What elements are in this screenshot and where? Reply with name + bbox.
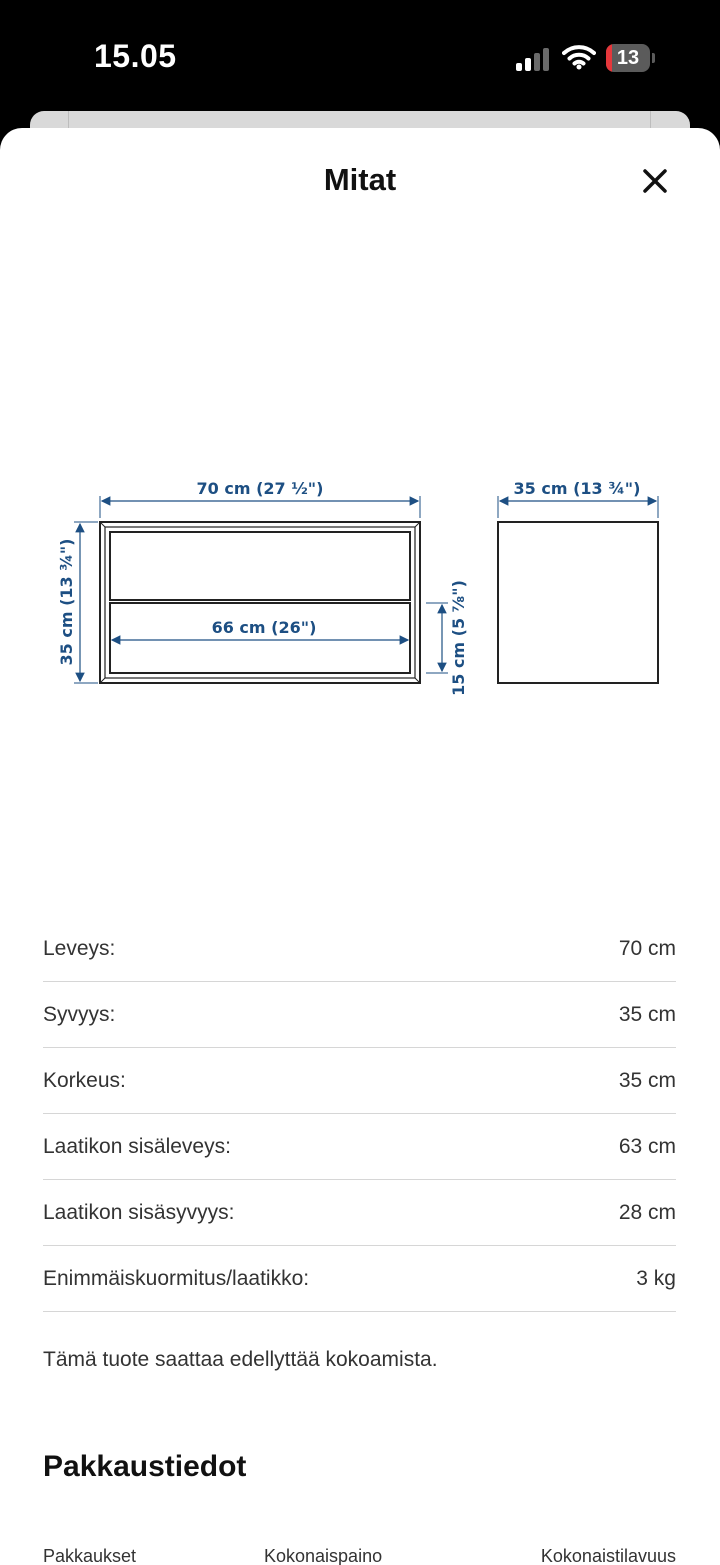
front-view	[100, 522, 420, 683]
spec-label: Enimmäiskuormitus/laatikko:	[43, 1267, 310, 1290]
drawer-height-label: 15 cm (5 ⅞")	[449, 580, 468, 696]
side-view	[498, 522, 658, 683]
status-time: 15.05	[94, 38, 177, 74]
spec-value: 35 cm	[618, 1003, 676, 1026]
spec-value: 35 cm	[618, 1069, 676, 1092]
spec-value: 28 cm	[618, 1201, 676, 1224]
dimension-diagram	[0, 468, 720, 708]
dimensions-sheet	[0, 128, 720, 1565]
side-depth-label: 35 cm (13 ¾")	[513, 479, 641, 498]
packaging-col-weight: Kokonaispaino	[264, 1546, 383, 1565]
wifi-icon	[562, 44, 596, 75]
drawer-width-label: 66 cm (26")	[211, 618, 317, 637]
spec-label: Leveys:	[43, 937, 116, 960]
spec-row-drawer-inner-width	[43, 1114, 676, 1180]
front-height-label: 35 cm (13 ¾")	[57, 538, 76, 666]
spec-row-width	[43, 916, 676, 982]
spec-row-max-load	[43, 1246, 676, 1312]
spec-label: Laatikon sisäsyvyys:	[43, 1201, 235, 1224]
front-width-label: 70 cm (27 ½")	[196, 479, 324, 498]
spec-label: Syvyys:	[43, 1003, 116, 1026]
packaging-heading: Pakkaustiedot	[43, 1450, 247, 1483]
spec-label: Laatikon sisäleveys:	[43, 1135, 231, 1158]
packaging-col-packages: Pakkaukset	[43, 1546, 137, 1565]
sheet-title: Mitat	[323, 162, 397, 197]
close-button[interactable]	[630, 156, 680, 206]
close-icon[interactable]	[630, 156, 680, 206]
cellular-signal-icon	[516, 47, 552, 71]
assembly-note: Tämä tuote saattaa edellyttää kokoamista.	[43, 1348, 438, 1371]
spec-row-depth	[43, 982, 676, 1048]
packaging-col-volume: Kokonaistilavuus	[540, 1546, 676, 1565]
status-bar	[0, 0, 720, 115]
battery-level: 13	[616, 47, 640, 69]
spec-value: 63 cm	[618, 1135, 676, 1158]
spec-value: 3 kg	[636, 1267, 676, 1290]
spec-label: Korkeus:	[43, 1069, 126, 1092]
spec-row-height	[43, 1048, 676, 1114]
battery-icon	[606, 44, 654, 72]
specs-list	[43, 916, 676, 1312]
spec-row-drawer-inner-depth	[43, 1180, 676, 1246]
spec-value: 70 cm	[618, 937, 676, 960]
